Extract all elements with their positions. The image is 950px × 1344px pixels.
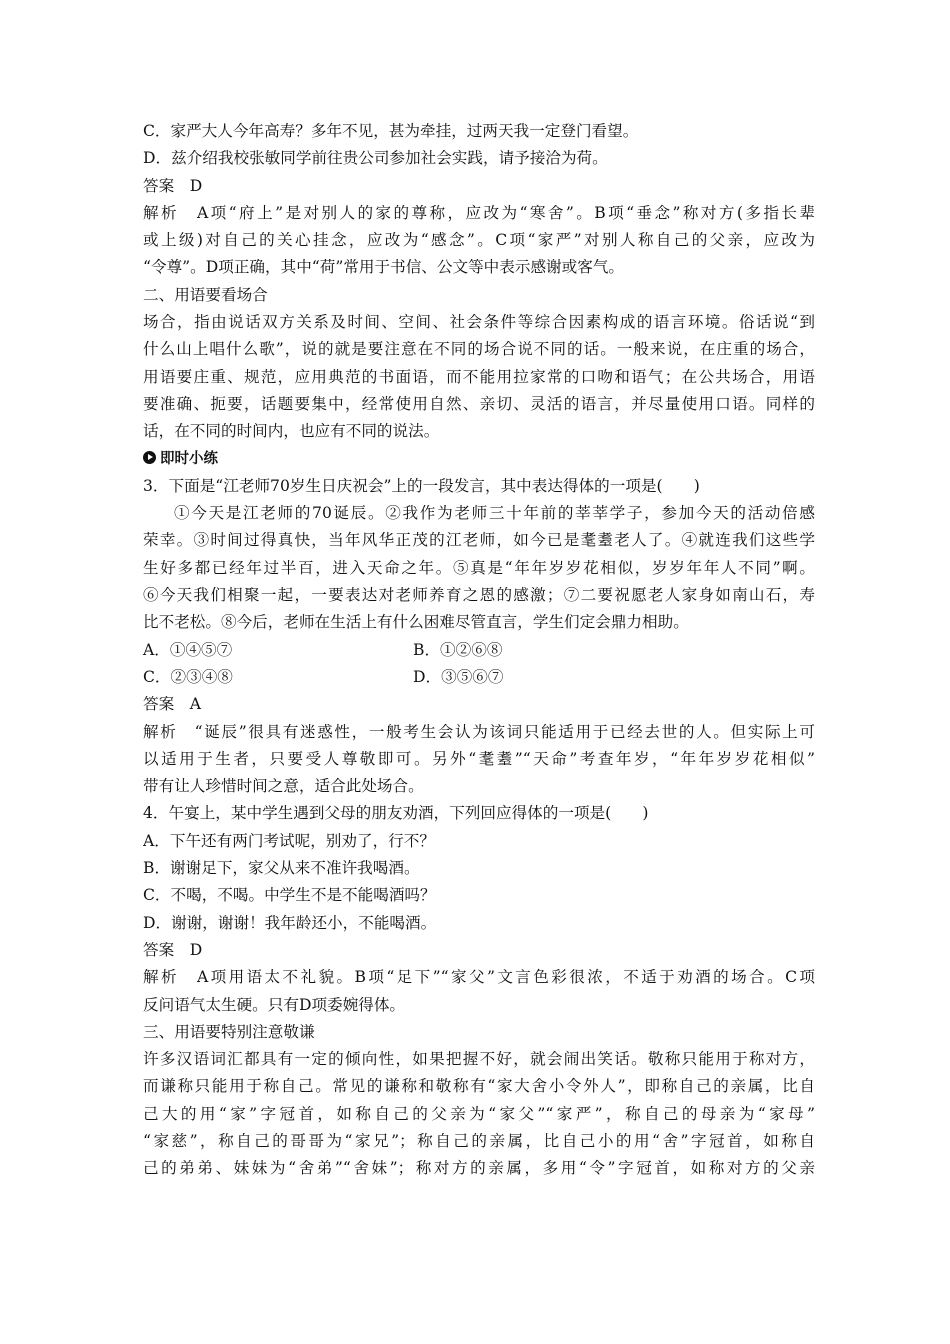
section-heading: 二、用语要看场合 <box>143 285 268 304</box>
question-4-stem: 4．午宴上，某中学生遇到父母的朋友劝酒，下列回应得体的一项是( ) <box>143 804 649 823</box>
analysis-text: 带有让人珍惜时间之意，适合此处场合。 <box>143 777 424 796</box>
analysis-text: 反问语气太生硬。只有D项委婉得体。 <box>143 995 406 1014</box>
practice-heading-label: 即时小练 <box>160 450 218 467</box>
analysis-text: “令尊”。D项正确，其中“荷”常用于书信、公文等中表示感谢或客气。 <box>143 258 625 277</box>
answer-label: 答案 D <box>143 940 203 959</box>
practice-heading <box>143 446 815 473</box>
paragraph-text: 许多汉语词汇都具有一定的倾向性，如果把握不好，就会闹出笑话。敬称只能用于称对方， <box>143 1050 815 1069</box>
analysis-text: 以适用于生者，只要受人尊敬即可。另外“耄耋”“天命”考查年岁，“年年岁岁花相似” <box>143 749 815 768</box>
paragraph-text: 话，在不同的时间内，也应有不同的说法。 <box>143 422 440 441</box>
option-d: D．③⑤⑥⑦ <box>413 667 504 686</box>
paragraph-text: 要准确、扼要，话题要集中，经常使用自然、亲切、灵活的语言，并尽量使用口语。同样的 <box>143 394 815 413</box>
paragraph-text: 用语要庄重、规范，应用典范的书面语，而不能用拉家常的口吻和语气；在公共场合，用语 <box>143 367 815 386</box>
option-a: A．下午还有两门考试呢，别劝了，行不？ <box>143 831 435 850</box>
option-d-line: D．兹介绍我校张敏同学前往贵公司参加社会实践，请予接洽为荷。 <box>143 149 608 168</box>
paragraph-text: 己大的用“家”字冠首，如称自己的父亲为“家父”“家严”，称自己的母亲为“家母” <box>143 1104 815 1123</box>
answer-label: 答案 A <box>143 695 202 714</box>
paragraph-text: 己的弟弟、妹妹为“舍弟”“舍妹”；称对方的亲属，多用“令”字冠首，如称对方的父亲 <box>143 1159 815 1178</box>
analysis-text: 解析 A项“府上”是对别人的家的尊称，应改为“寒舍”。B项“垂念”称对方(多指长辈 <box>143 203 815 222</box>
play-icon <box>143 451 156 464</box>
paragraph-text: 什么山上唱什么歌”，说的就是要注意在不同的场合说不同的话。一般来说，在庄重的场合， <box>143 340 815 359</box>
option-c-line: C．家严大人今年高寿？多年不见，甚为牵挂，过两天我一定登门看望。 <box>143 122 639 140</box>
option-c: C．②③④⑧ <box>143 667 233 686</box>
option-c: C．不喝，不喝。中学生不是不能喝酒吗？ <box>143 886 436 905</box>
option-d: D．谢谢，谢谢！我年龄还小，不能喝酒。 <box>143 913 437 932</box>
question-3-passage: ⑥今天我们相聚一起，一要表达对老师养育之恩的感激；⑦二要祝愿老人家身如南山石，寿 <box>143 586 815 605</box>
question-3-stem: 3．下面是“江老师70岁生日庆祝会”上的一段发言，其中表达得体的一项是( ) <box>143 476 700 495</box>
question-3-passage: 生好多都已经年过半百，进入天命之年。⑤真是“年年岁岁花相似，岁岁年年人不同”啊。 <box>143 558 815 577</box>
answer-label: 答案 D <box>143 176 203 195</box>
analysis-text: 解析 A项用语太不礼貌。B项“足下”“家父”文言色彩很浓，不适于劝酒的场合。C项 <box>143 968 815 987</box>
analysis-text: 解析 “诞辰”很具有迷惑性，一般考生会认为该词只能适用于已经去世的人。但实际上可 <box>143 722 815 741</box>
question-3-passage: 荣幸。③时间过得真快，当年风华正茂的江老师，如今已是耄耋老人了。④就连我们这些学 <box>143 531 815 550</box>
question-3-passage: ①今天是江老师的70诞辰。②我作为老师三十年前的莘莘学子，参加今天的活动倍感 <box>174 504 815 523</box>
option-b: B．谢谢足下，家父从来不准许我喝酒。 <box>143 859 420 878</box>
question-3-options-row <box>143 637 815 664</box>
paragraph-text: “家慈”，称自己的哥哥为“家兄”；称自己的亲属，比自己小的用“舍”字冠首，如称自 <box>143 1131 815 1150</box>
question-3-options-row <box>143 664 815 691</box>
option-b: B．①②⑥⑧ <box>413 640 503 659</box>
option-a: A．①④⑤⑦ <box>143 640 233 659</box>
analysis-text: 或上级)对自己的关心挂念，应改为“感念”。C项“家严”对别人称自己的父亲，应改为 <box>143 231 815 250</box>
paragraph-text: 场合，指由说话双方关系及时间、空间、社会条件等综合因素构成的语言环境。俗话说“到 <box>143 313 815 332</box>
question-3-passage: 比不老松。⑧今后，老师在生活上有什么困难尽管直言，学生们定会鼎力相助。 <box>143 613 689 632</box>
section-heading: 三、用语要特别注意敬谦 <box>143 1022 315 1041</box>
paragraph-text: 而谦称只能用于称自己。常见的谦称和敬称有“家大舍小令外人”，即称自己的亲属，比自 <box>143 1077 815 1096</box>
document-body <box>143 118 815 1183</box>
